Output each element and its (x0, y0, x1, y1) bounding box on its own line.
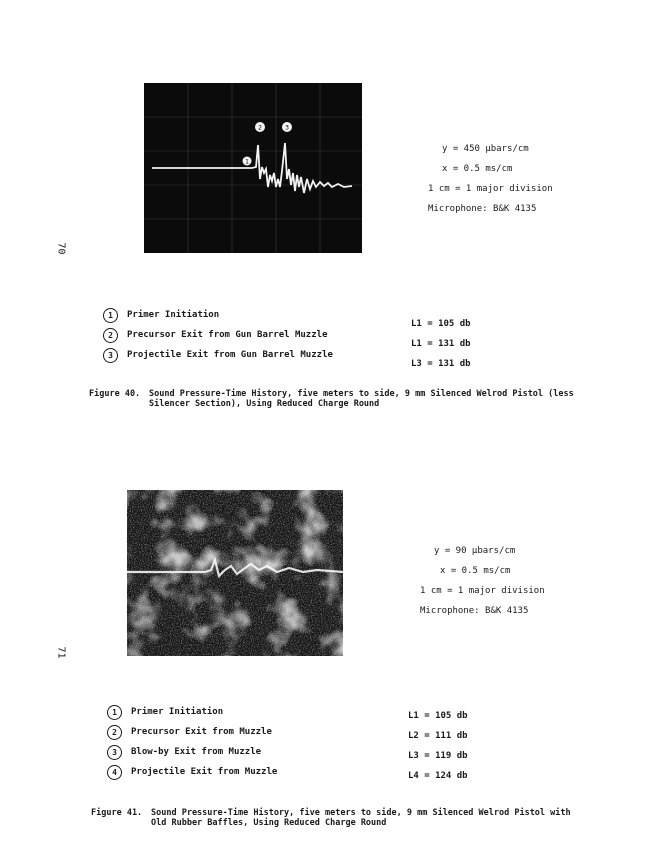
legend-label: Blow-by Exit from Muzzle (131, 747, 262, 757)
marker-3-label: 3 (285, 124, 289, 132)
legend-item (107, 742, 277, 762)
legend-label: Precursor Exit from Gun Barrel Muzzle (127, 330, 328, 340)
legend-figure-40 (103, 305, 333, 365)
number-circle-icon: 1 (107, 705, 122, 720)
page-number-70: 70 (55, 242, 67, 255)
legend-label: Precursor Exit from Muzzle (131, 727, 272, 737)
division-scale: 1 cm = 1 major division (428, 184, 553, 194)
microphone-label: Microphone: B&K 4135 (420, 606, 529, 616)
division-scale: 1 cm = 1 major division (420, 586, 545, 596)
legend-item (107, 702, 277, 722)
caption-figure-41 (91, 808, 571, 828)
level-value: L4 = 124 db (408, 771, 468, 781)
legend-figure-41 (107, 702, 277, 782)
caption-text-line-2: Old Rubber Baffles, Using Reduced Charge Round (151, 818, 387, 828)
level-value: L1 = 131 db (411, 339, 471, 349)
caption-text-line-1: Sound Pressure-Time History, five meters to side, 9 mm Silenced Welrod Pistol with (151, 808, 571, 818)
number-circle-icon: 4 (107, 765, 122, 780)
legend-item (103, 305, 333, 325)
microphone-label: Microphone: B&K 4135 (428, 204, 537, 214)
level-value: L1 = 105 db (411, 319, 471, 329)
number-circle-icon: 3 (107, 745, 122, 760)
level-value: L1 = 105 db (408, 711, 468, 721)
y-scale: y = 450 µbars/cm (442, 144, 529, 154)
level-value: L3 = 119 db (408, 751, 468, 761)
legend-label: Primer Initiation (127, 310, 220, 320)
oscilloscope-figure-40-svg (144, 83, 362, 253)
number-circle-icon: 2 (103, 328, 118, 343)
number-circle-icon: 2 (107, 725, 122, 740)
caption-text-line-1: Sound Pressure-Time History, five meters to side, 9 mm Silenced Welrod Pistol (less (149, 389, 574, 399)
scope-parameters-figure-40 (428, 139, 553, 219)
caption-figure-40 (89, 389, 574, 409)
sound-levels-figure-40 (411, 314, 471, 374)
legend-label: Projectile Exit from Gun Barrel Muzzle (127, 350, 333, 360)
legend-item (103, 325, 333, 345)
pressure-trace (152, 143, 352, 193)
legend-item (107, 762, 277, 782)
level-value: L2 = 111 db (408, 731, 468, 741)
caption-label: Figure 40. (89, 389, 141, 399)
oscilloscope-figure-41-svg (127, 490, 343, 656)
page-number-71: 71 (55, 646, 67, 659)
caption-text-line-2: Silencer Section), Using Reduced Charge Round (149, 399, 380, 409)
legend-label: Projectile Exit from Muzzle (131, 767, 278, 777)
legend-item (103, 345, 333, 365)
number-circle-icon: 1 (103, 308, 118, 323)
legend-item (107, 722, 277, 742)
sound-levels-figure-41 (408, 706, 468, 786)
legend-label: Primer Initiation (131, 707, 224, 717)
scope-parameters-figure-41 (420, 541, 545, 621)
number-circle-icon: 3 (103, 348, 118, 363)
marker-1-label: 1 (245, 158, 249, 166)
level-value: L3 = 131 db (411, 359, 471, 369)
caption-label: Figure 41. (91, 808, 143, 818)
x-scale: x = 0.5 ms/cm (442, 164, 513, 174)
oscilloscope-trace-figure-40 (144, 83, 362, 253)
oscilloscope-trace-figure-41 (127, 490, 343, 656)
y-scale: y = 90 µbars/cm (434, 546, 516, 556)
x-scale: x = 0.5 ms/cm (440, 566, 511, 576)
marker-2-label: 2 (258, 124, 262, 132)
